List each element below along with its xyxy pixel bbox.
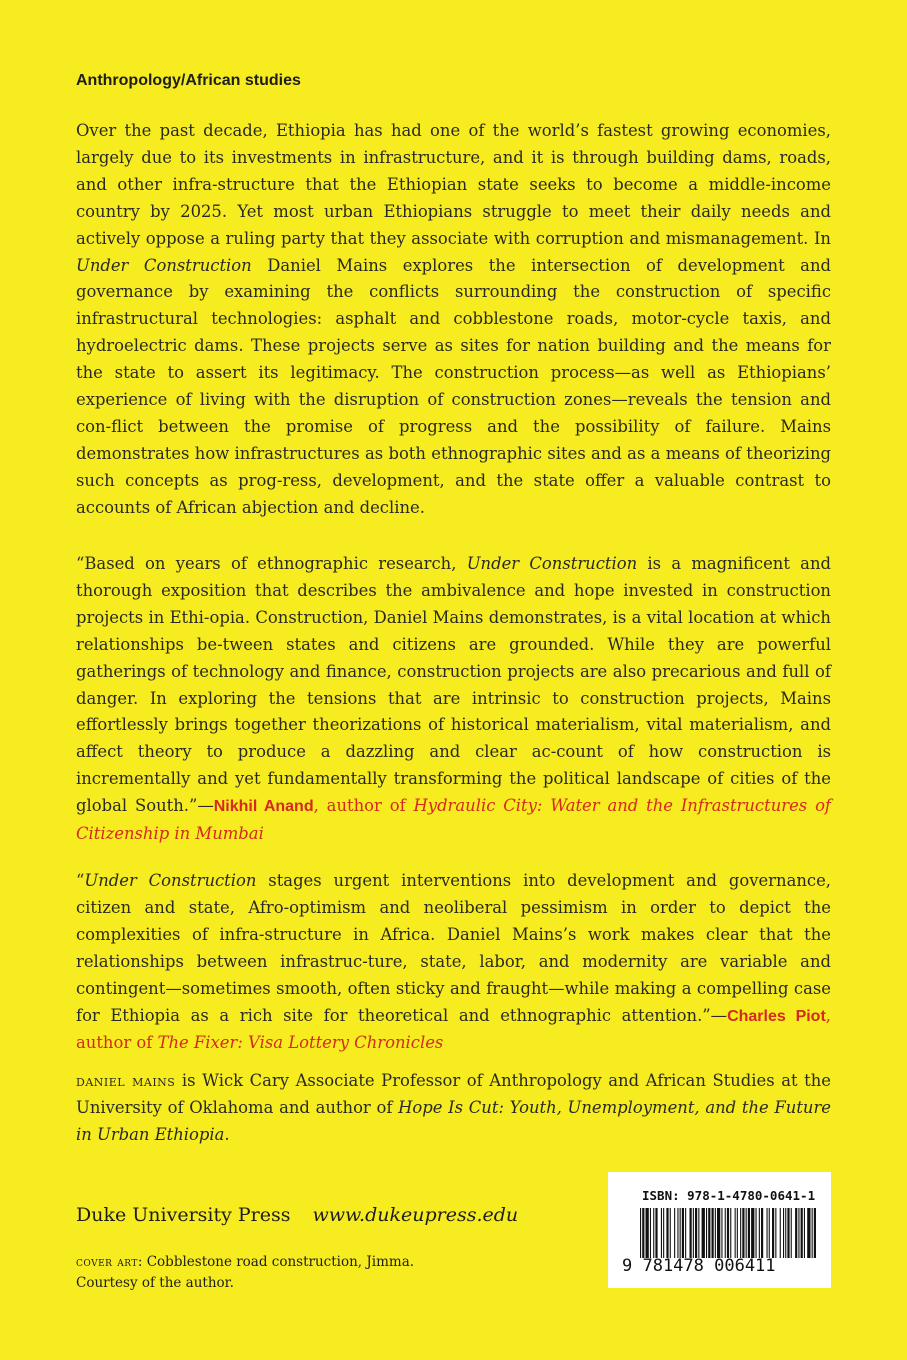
- blurb1-text-1: “Based on years of ethnographic research,: [76, 554, 467, 573]
- bio-book-title: Hope Is Cut: Youth, Unemployment, and the Future in Urban Ethiopia: [76, 1097, 832, 1144]
- blurb-anand: [76, 551, 831, 848]
- blurb2-text-1: stages urgent interventions into development and governance, citizen and state, Afro-optimism and neoliberal pessimism in order to depict the complexities of infra-structure in Africa. Daniel Mains’s work makes clear that the relationships between infrastruc-ture, state, labor, and modernity are variable and contingent—sometimes smooth, often sticky and fraught—while making a compelling case for Ethiopia as a rich site for theoretical and ethnographic attention.”—: [76, 871, 831, 1025]
- description-text-1: Over the past decade, Ethiopia has had one of the world’s fastest growing economies, largely due to its investments in infrastructure, and it is through building dams, roads, and other infra-structure that the Ethiopian state seeks to become a middle-income country by 2025. Yet most urban Ethiopians struggle to meet their daily needs and actively oppose a ruling party that they associate with corruption and mismanagement. In: [76, 121, 831, 248]
- barcode-icon: [640, 1208, 816, 1258]
- author-bio: [76, 1068, 831, 1149]
- blurb1-text-2: is a magnificent and thorough exposition that describes the ambivalence and hope invested in construction projects in Ethi-opia. Construction, Daniel Mains demonstrates, is a vital location at which relationships be-tween states and citizens are grounded. While they are powerful gatherings of technology and finance, construction projects are also precarious and full of danger. In exploring the tensions that are intrinsic to construction projects, Mains effortlessly brings together theorizations of historical materialism, vital materialism, and affect theory to produce a dazzling and clear ac-count of how construction is incrementally and yet fundamentally transforming the political landscape of cities of the global South.”—: [76, 554, 832, 816]
- blurb1-aff-prefix: , author of: [313, 796, 414, 816]
- description-text-2: Daniel Mains explores the intersection of development and governance by examining the conflicts surrounding the construction of specific infrastructural technologies: asphalt and cobblestone roads, motor-cycle taxis, and hydroelectric dams. These projects serve as sites for nation building and the means for the state to assert its legitimacy. The construction process—as well as Ethiopians’ experience of living with the disruption of construction zones—reveals the tension and con-flict between the promise of progress and the possibility of failure. Mains demonstrates how infrastructures as both ethnographic sites and as a means of theorizing such concepts as prog-ress, development, and the state offer a valuable contrast to accounts of African abjection and decline.: [76, 255, 831, 517]
- blurb2-book-title: Under Construction: [84, 871, 257, 890]
- cover-credit-label: cover art: [76, 1254, 138, 1270]
- blurb2-aff-prefix: , author of: [76, 1005, 832, 1053]
- blurb2-author-name: Charles Piot: [727, 1007, 826, 1025]
- isbn-label: ISBN: 978-1-4780-0641-1: [642, 1188, 816, 1203]
- bio-text-1: is Wick Cary Associate Professor of Anthropology and African Studies at the University of Oklahoma and author of: [76, 1071, 831, 1117]
- blurb-piot: [76, 868, 831, 1057]
- blurb1-aff-book: Hydraulic City: Water and the Infrastructures of Citizenship in Mumbai: [76, 796, 831, 844]
- description-book-title: Under Construction: [76, 255, 252, 275]
- bio-text-2: .: [224, 1124, 230, 1144]
- category-label: Anthropology/African studies: [76, 72, 301, 89]
- blurb2-open-quote: “: [76, 871, 85, 890]
- publisher-name: Duke University Press: [76, 1204, 291, 1226]
- blurb1-book-title: Under Construction: [466, 554, 638, 573]
- book-description: [76, 118, 831, 522]
- publisher-website[interactable]: www.dukeupress.edu: [312, 1204, 519, 1226]
- publisher-line: [76, 1204, 518, 1226]
- bio-author-name: daniel mains: [76, 1071, 176, 1090]
- barcode-panel: [608, 1172, 831, 1288]
- cover-credit: [76, 1252, 414, 1294]
- blurb2-aff-book: The Fixer: Visa Lottery Chronicles: [157, 1033, 444, 1053]
- cover-credit-line1: : Cobblestone road construction, Jimma.: [137, 1254, 415, 1270]
- cover-credit-line2: Courtesy of the author.: [76, 1275, 234, 1291]
- barcode-digits: 9 781478 006411: [622, 1256, 776, 1276]
- blurb1-author-name: Nikhil Anand: [213, 798, 314, 816]
